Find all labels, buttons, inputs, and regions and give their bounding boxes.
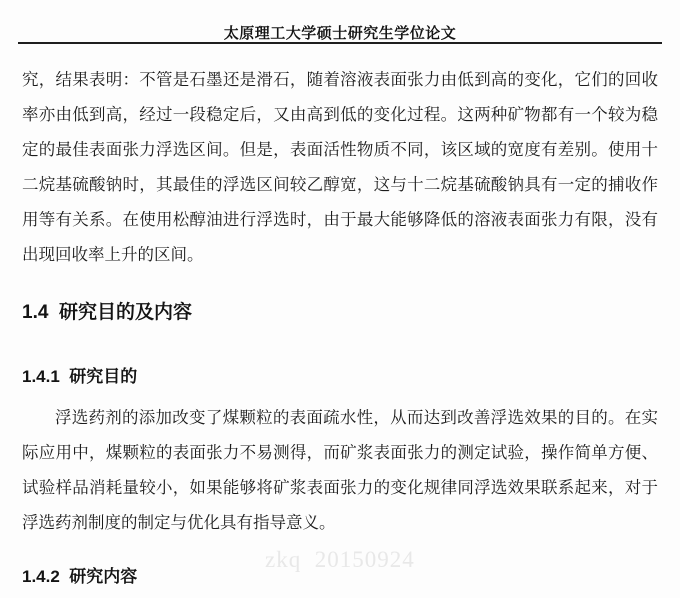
text-line: 出现回收率上升的区间。: [22, 246, 204, 264]
subsection-heading-1-4-1: 1.4.1 研究目的: [22, 367, 138, 386]
scan-watermark: zkq 20150924: [265, 547, 415, 572]
section-heading-1-4: 1.4 研究目的及内容: [22, 302, 192, 323]
page-header-title: 太原理工大学硕士研究生学位论文: [223, 25, 457, 42]
paragraph-research-purpose: [22, 401, 658, 541]
subsection-heading-1-4-2: 1.4.2 研究内容: [22, 567, 138, 586]
text-line: 浮选药剂制度的制定与优化具有指导意义。: [22, 514, 336, 532]
header-divider-rule: [18, 42, 662, 44]
text-line: 际应用中，煤颗粒的表面张力不易测得，而矿浆表面张力的测定试验，操作简单方便、: [22, 444, 658, 462]
paragraph-continuation: [22, 63, 658, 273]
text-line: 二烷基硫酸钠时，其最佳的浮选区间较乙醇宽，这与十二烷基硫酸钠具有一定的捕收作: [22, 176, 658, 194]
text-line: 定的最佳表面张力浮选区间。但是，表面活性物质不同，该区域的宽度有差别。使用十: [22, 141, 658, 159]
text-line: 浮选药剂的添加改变了煤颗粒的表面疏水性，从而达到改善浮选效果的目的。在实: [55, 409, 658, 427]
text-line: 用等有关系。在使用松醇油进行浮选时，由于最大能够降低的溶液表面张力有限，没有: [22, 211, 658, 229]
text-line: 率亦由低到高，经过一段稳定后，又由高到低的变化过程。这两种矿物都有一个较为稳: [22, 106, 658, 124]
text-line: 试验样品消耗量较小，如果能够将矿浆表面张力的变化规律同浮选效果联系起来，对于: [22, 479, 658, 497]
text-line: 究，结果表明：不管是石墨还是滑石，随着溶液表面张力由低到高的变化，它们的回收: [22, 71, 658, 89]
